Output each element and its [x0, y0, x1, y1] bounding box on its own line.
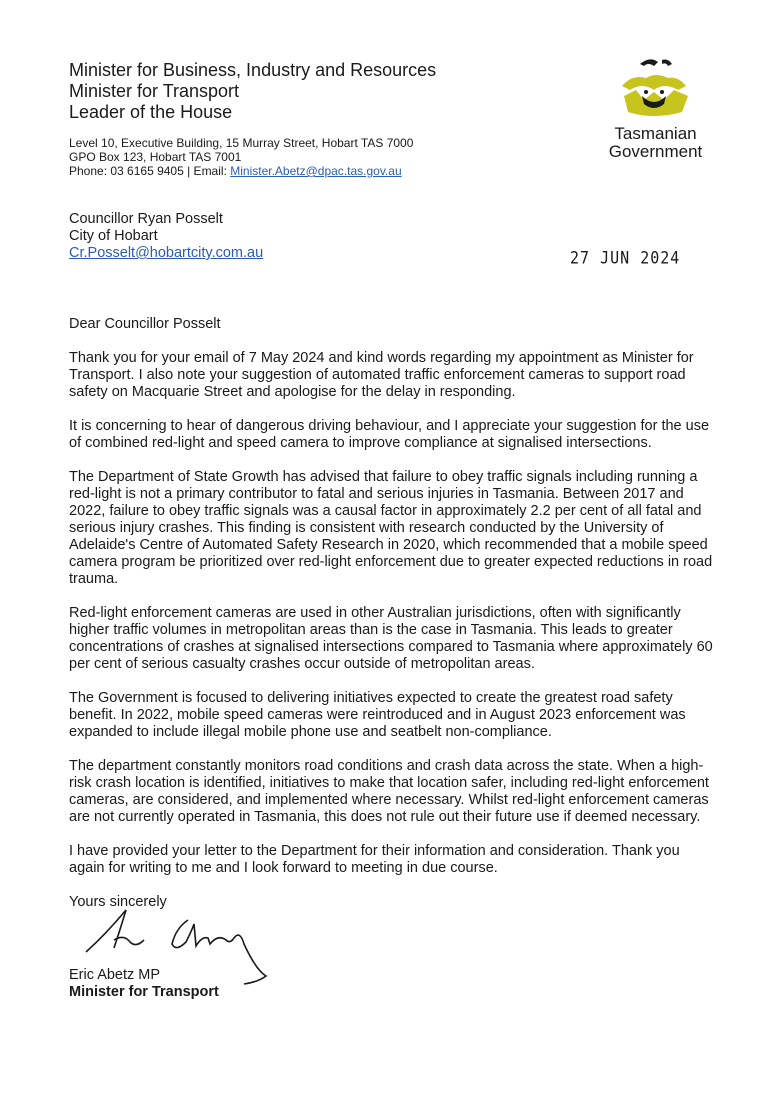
- closing: Yours sincerely: [69, 894, 167, 910]
- body-paragraph: Thank you for your email of 7 May 2024 and kind words regarding my appointment as Minister for Transport. I also note your suggestion of automated traffic enforcement cameras to support road safety on Macquarie Street and apologise for the delay in responding.: [69, 350, 694, 400]
- logo-text-line: Tasmanian: [614, 124, 697, 143]
- body-paragraph: The Government is focused to delivering initiatives expected to create the greatest road safety benefit. In 2022, mobile speed cameras were reintroduced and in August 2023 enforcement was expanded to include illegal mobile phone use and seatbelt non-compliance.: [69, 690, 686, 740]
- tasmanian-government-logo: [598, 56, 713, 161]
- logo-text-line: Government: [608, 142, 703, 161]
- office-address: [69, 136, 413, 178]
- body-paragraph: I have provided your letter to the Department for their information and consideration. Thank you again for writing to me and I look forward to meeting in due course.: [69, 843, 680, 876]
- body-paragraph: The department constantly monitors road conditions and crash data across the state. When a high-risk crash location is identified, initiatives to make that location safer, including red-light enforcement cameras, are considered, and implemented where necessary. Whilst red-light enforcement cameras are not currently operated in Tasmania, this does not rule out their future use if deemed necessary.: [69, 758, 709, 825]
- contact-line: [69, 164, 413, 178]
- contact-prefix: Phone: 03 6165 9405 | Email:: [69, 164, 231, 178]
- body-paragraph: The Department of State Growth has advised that failure to obey traffic signals including running a red-light is not a primary contributor to fatal and serious injuries in Tasmania. Between 2017 and 2022, failure to obey traffic signals was a causal factor in approximately 2.2 per cent of all fatal and serious injury crashes. This finding is consistent with research conducted by the University of Adelaide's Centre of Automated Safety Research in 2020, which recommended that a mobile speed camera program be prioritized over red-light enforcement due to greater expected reductions in road trauma.: [69, 469, 713, 587]
- title-line: Minister for Business, Industry and Resources: [69, 60, 437, 80]
- recipient-org: City of Hobart: [69, 228, 158, 244]
- letter-body: [69, 316, 719, 928]
- date-stamp: 27 JUN 2024: [570, 247, 681, 269]
- signer-name: Eric Abetz MP: [69, 967, 161, 983]
- salutation: Dear Councillor Posselt: [69, 316, 221, 332]
- address-line: GPO Box 123, Hobart TAS 7001: [69, 150, 242, 164]
- title-line: Minister for Transport: [69, 81, 240, 101]
- signer-title: Minister for Transport: [69, 984, 219, 1000]
- recipient-block: [69, 211, 263, 262]
- body-paragraph: Red-light enforcement cameras are used in other Australian jurisdictions, often with significantly higher traffic volumes in metropolitan areas than is the case in Tasmania. This leads to greater concentrations of crashes at signalised intersections compared to Tasmania where approximately 60 per cent of serious casualty crashes occur outside of metropolitan areas.: [69, 605, 713, 672]
- minister-email-link[interactable]: Minister.Abetz@dpac.tas.gov.au: [230, 164, 402, 178]
- minister-titles: [69, 60, 436, 123]
- recipient-email-link[interactable]: Cr.Posselt@hobartcity.com.au: [69, 245, 264, 261]
- title-line: Leader of the House: [69, 102, 233, 122]
- tasmanian-tiger-icon: [598, 56, 713, 120]
- recipient-name: Councillor Ryan Posselt: [69, 211, 223, 227]
- body-paragraph: It is concerning to hear of dangerous driving behaviour, and I appreciate your suggestion for the use of combined red-light and speed camera to improve compliance at signalised intersections.: [69, 418, 710, 451]
- signer-block: [69, 967, 219, 1001]
- address-line: Level 10, Executive Building, 15 Murray Street, Hobart TAS 7000: [69, 136, 414, 150]
